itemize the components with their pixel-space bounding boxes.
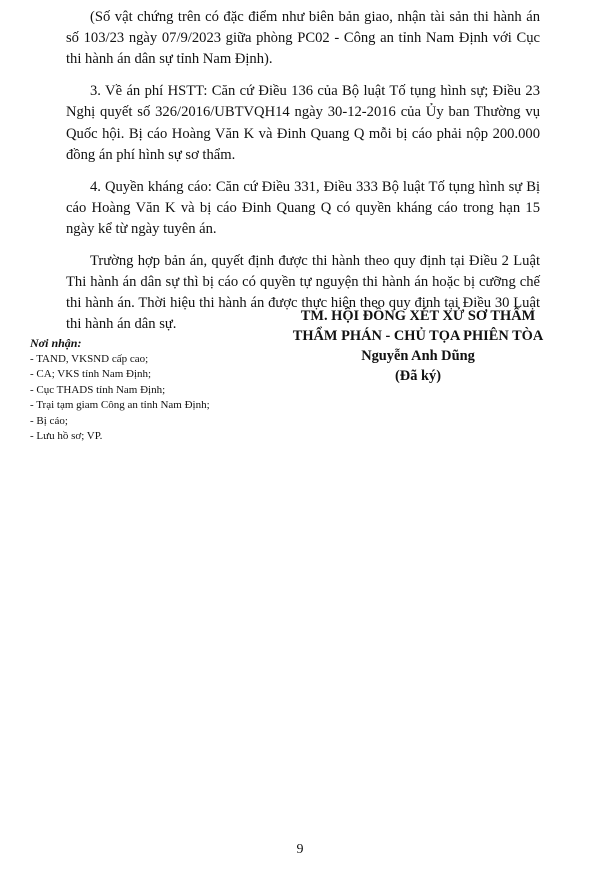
recipient-item: - Cục THADS tỉnh Nam Định; — [30, 383, 166, 396]
paragraph-court-fee: 3. Về án phí HSTT: Căn cứ Điều 136 của Bộ luật Tố tụng hình sự; Điều 23 Nghị quyết số 326/2016/UBTVQH14 ngày 30-12-2016 của Ủy ban Thường vụ Quốc hội. Bị cáo Hoàng Văn K và Đinh Quang Q mỗi bị cáo phải nộp 200.000 đồng án phí hình sự sơ thẩm. — [66, 83, 540, 163]
recipient-item: - Lưu hồ sơ; VP. — [30, 430, 103, 442]
paragraph-enforcement: Trường hợp bản án, quyết định được thi hành theo quy định tại Điều 2 Luật Thi hành án dân sự thì bị cáo có quyền tự nguyện thi hành án hoặc bị cưỡng chế thi hành án. Thời hiệu thi hành án được thực hiện theo quy định tại Điều 30 Luật thi hành án dân sự. — [66, 252, 540, 333]
recipient-item: - TAND, VKSND cấp cao; — [30, 352, 149, 365]
recipients-list — [30, 336, 270, 445]
signature-status: (Đã ký) — [395, 368, 441, 384]
paragraph-evidence-note: (Số vật chứng trên có đặc điểm như biên bản giao, nhận tài sản thi hành án số 103/23 ngày 07/9/2023 giữa phòng PC02 - Công an tỉnh Nam Định với Cục thi hành án dân sự tỉnh Nam Định). — [66, 9, 540, 68]
paragraph-appeal-right: 4. Quyền kháng cáo: Căn cứ Điều 331, Điều 333 Bộ luật Tố tụng hình sự Bị cáo Hoàng Văn K và bị cáo Đinh Quang Q có quyền kháng cáo trong hạn 15 ngày kể từ ngày tuyên án. — [66, 178, 540, 238]
signature-council-line: TM. HỘI ĐỒNG XÉT XỬ SƠ THẨM — [300, 308, 536, 324]
recipient-item: - Trại tạm giam Công an tỉnh Nam Định; — [30, 399, 210, 411]
recipients-title: Nơi nhận: — [30, 336, 82, 350]
recipient-item: - Bị cáo; — [30, 414, 68, 427]
page-number: 9 — [296, 842, 304, 857]
signature-judge-line: THẨM PHÁN - CHỦ TỌA PHIÊN TÒA — [292, 328, 544, 344]
body-text — [66, 7, 540, 346]
recipients-items — [30, 352, 270, 445]
recipient-item: - CA; VKS tỉnh Nam Định; — [30, 368, 152, 380]
signature-name: Nguyễn Anh Dũng — [361, 348, 475, 364]
signature-block — [268, 306, 568, 386]
